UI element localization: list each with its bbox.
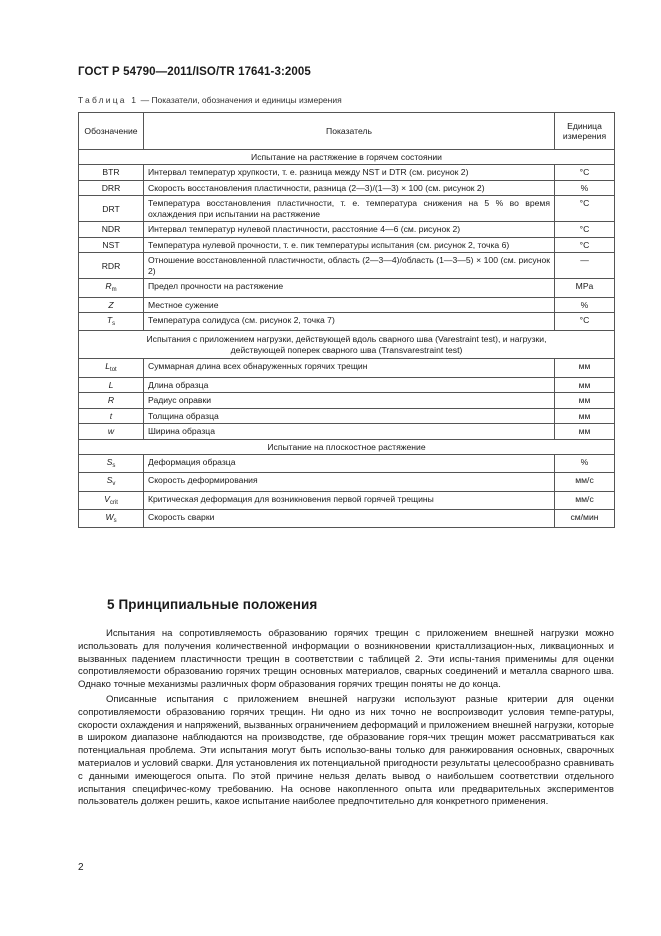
- parameter-cell: Местное сужение: [144, 297, 555, 312]
- symbol-subscript: s: [112, 321, 116, 328]
- parameter-cell: Скорость восстановления пластичности, разница (2—3)/(1—3) × 100 (см. рисунок 2): [144, 180, 555, 195]
- body-text: [78, 628, 614, 811]
- symbol-text: NDR: [101, 224, 121, 235]
- symbol-cell: [79, 393, 144, 408]
- symbol-cell: [79, 359, 144, 377]
- symbol-text: L: [108, 379, 114, 390]
- table-row: [79, 253, 615, 279]
- symbol-text: W: [105, 512, 114, 523]
- symbol-text: Z: [108, 299, 114, 310]
- unit-cell: MPa: [555, 279, 615, 297]
- parameter-cell: Отношение восстановленной пластичности, область (2—3—4)/область (1—3—5) × 100 (см. рисунок 2): [144, 253, 555, 279]
- parameter-cell: Радиус оправки: [144, 393, 555, 408]
- table-section-row: [79, 331, 615, 359]
- symbol-cell: [79, 313, 144, 331]
- parameter-cell: Деформация образца: [144, 455, 555, 473]
- parameter-cell: Температура солидуса (см. рисунок 2, точка 7): [144, 313, 555, 331]
- parameter-cell: Скорость сварки: [144, 510, 555, 528]
- unit-cell: %: [555, 180, 615, 195]
- table-section-title: Испытания с приложением нагрузки, действующей вдоль сварного шва (Varestraint test), и нагрузки, действующей поперек сварного шва (Transvarestraint test): [79, 331, 615, 359]
- parameter-cell: Длина образца: [144, 377, 555, 392]
- symbol-cell: [79, 196, 144, 222]
- symbol-text: T: [106, 315, 113, 326]
- unit-cell: мм: [555, 408, 615, 423]
- paragraph: Испытания на сопротивляемость образованию горячих трещин с приложением внешней нагрузки можно использовать для получения количественной информации о возникновении кристаллизацион-ных, ликвационных и вызванных падением пластичности трещин в соответствии с таблицей 2. Эти испы-тания применимы для оценки сопротивляемости образованию горячих трещин основных материалов, сварных соединений и металла сварного шва. Однако точные механизмы различных форм образования горячих трещин поняты не до конца.: [78, 628, 614, 691]
- symbol-cell: [79, 253, 144, 279]
- table-row: [79, 165, 615, 180]
- unit-cell: мм: [555, 393, 615, 408]
- unit-cell: %: [555, 297, 615, 312]
- table-row: [79, 510, 615, 528]
- symbol-cell: [79, 222, 144, 237]
- symbol-cell: [79, 377, 144, 392]
- table-row: [79, 491, 615, 509]
- symbol-cell: [79, 237, 144, 252]
- symbol-subscript: s: [113, 518, 117, 525]
- unit-cell: °C: [555, 165, 615, 180]
- unit-cell: мм: [555, 359, 615, 377]
- symbol-cell: [79, 455, 144, 473]
- unit-cell: мм/с: [555, 491, 615, 509]
- symbol-text: t: [109, 410, 113, 421]
- symbol-cell: [79, 510, 144, 528]
- table-row: [79, 313, 615, 331]
- symbol-text: S: [106, 475, 113, 486]
- symbol-cell: [79, 279, 144, 297]
- table-row: [79, 180, 615, 195]
- symbol-text: w: [107, 426, 115, 437]
- symbol-cell: [79, 180, 144, 195]
- unit-cell: —: [555, 253, 615, 279]
- table-row: [79, 359, 615, 377]
- unit-cell: см/мин: [555, 510, 615, 528]
- symbol-text: R: [107, 395, 115, 406]
- unit-cell: °C: [555, 196, 615, 222]
- symbol-text: BTR: [102, 167, 120, 178]
- symbol-cell: [79, 297, 144, 312]
- table-row: [79, 297, 615, 312]
- table-body: [79, 150, 615, 528]
- table-caption: [78, 95, 342, 105]
- unit-cell: °C: [555, 222, 615, 237]
- unit-cell: °C: [555, 237, 615, 252]
- symbol-text: V: [104, 493, 110, 504]
- unit-cell: мм/с: [555, 473, 615, 491]
- parameter-cell: Предел прочности на растяжение: [144, 279, 555, 297]
- paragraph: Описанные испытания с приложением внешней нагрузки используют разные критерии для оценки сопротивляемости образованию горячих трещин. Ни одно из них точно не воспроизводит условия темпе-ратуры, скорости охлаждения и напряжений, вызванных ограничением деформаций и приложением внешней нагрузки, которые в широком диапазоне наблюдаются на производстве, где образование горя-чих трещин может рассматриваться как потенциальная проблема. Эти испытания могут быть использо-ваны только для ранжирования основных, сварочных материалов и условий сварки. Для установления их потенциальной пригодности результаты целесообразно сравнивать с данными имеющегося опыта. По этой причине нельзя делать вывод о наибольшем соответствии отдельного испытания специфичес-кому требованию. На основе накопленного опыта или предварительных экспериментов пользователь должен решить, какое испытание наиболее предпочтительно для конкретного применения.: [78, 693, 614, 808]
- symbol-subscript: s: [112, 463, 116, 470]
- table-section-row: [79, 150, 615, 165]
- table-caption-label: Таблица 1: [78, 95, 139, 105]
- table-header-row: [79, 113, 615, 150]
- parameter-cell: Интервал температур хрупкости, т. е. разница между NST и DTR (см. рисунок 2): [144, 165, 555, 180]
- table-section-title: Испытание на растяжение в горячем состоянии: [79, 150, 615, 165]
- symbol-text: RDR: [101, 260, 121, 271]
- parameter-cell: Критическая деформация для возникновения первой горячей трещины: [144, 491, 555, 509]
- section-title: 5 Принципиальные положения: [107, 597, 318, 612]
- table-row: [79, 424, 615, 439]
- unit-cell: мм: [555, 377, 615, 392]
- column-header-unit: Единица измерения: [555, 113, 615, 150]
- symbol-cell: [79, 165, 144, 180]
- document-header: ГОСТ Р 54790—2011/ISO/TR 17641-3:2005: [78, 66, 311, 78]
- unit-cell: %: [555, 455, 615, 473]
- symbol-cell: [79, 473, 144, 491]
- parameter-cell: Суммарная длина всех обнаруженных горячих трещин: [144, 359, 555, 377]
- table-section-title: Испытание на плоскостное растяжение: [79, 439, 615, 454]
- symbol-cell: [79, 408, 144, 423]
- symbol-text: NST: [102, 239, 120, 250]
- parameters-table: [78, 112, 615, 528]
- symbol-text: L: [105, 361, 111, 372]
- symbol-subscript: m: [111, 287, 117, 294]
- parameter-cell: Ширина образца: [144, 424, 555, 439]
- table-row: [79, 237, 615, 252]
- symbol-subscript: tot: [110, 367, 117, 374]
- parameter-cell: Скорость деформирования: [144, 473, 555, 491]
- parameter-cell: Интервал температур нулевой пластичности, расстояние 4—6 (см. рисунок 2): [144, 222, 555, 237]
- table-row: [79, 408, 615, 423]
- unit-cell: мм: [555, 424, 615, 439]
- table-row: [79, 279, 615, 297]
- table-row: [79, 393, 615, 408]
- unit-cell: °C: [555, 313, 615, 331]
- table-row: [79, 455, 615, 473]
- table-row: [79, 222, 615, 237]
- symbol-cell: [79, 424, 144, 439]
- symbol-cell: [79, 491, 144, 509]
- column-header-parameter: Показатель: [144, 113, 555, 150]
- page-number: 2: [78, 862, 84, 873]
- symbol-text: S: [106, 457, 113, 468]
- parameter-cell: Температура восстановления пластичности, т. е. температура снижения на 5 % во время охлаждения при испытании на растяжение: [144, 196, 555, 222]
- symbol-subscript: v: [112, 481, 116, 488]
- table-row: [79, 196, 615, 222]
- parameter-cell: Температура нулевой прочности, т. е. пик температуры испытания (см. рисунок 2, точка 6): [144, 237, 555, 252]
- table-row: [79, 473, 615, 491]
- table-caption-text: — Показатели, обозначения и единицы измерения: [138, 95, 342, 105]
- symbol-text: DRT: [102, 203, 120, 214]
- column-header-symbol: Обозначение: [79, 113, 144, 150]
- symbol-text: R: [105, 281, 112, 292]
- parameter-cell: Толщина образца: [144, 408, 555, 423]
- symbol-text: DRR: [101, 182, 121, 193]
- symbol-subscript: crit: [109, 499, 118, 506]
- table-row: [79, 377, 615, 392]
- table-section-row: [79, 439, 615, 454]
